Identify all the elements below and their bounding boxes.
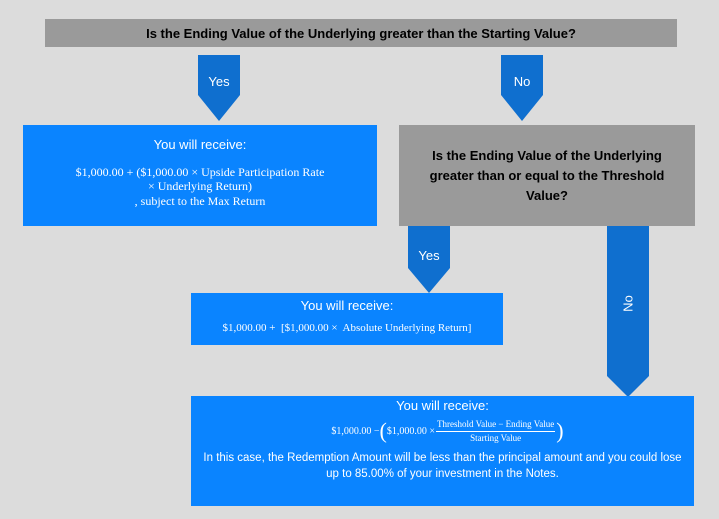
fraction-numerator: Threshold Value − Ending Value	[436, 419, 555, 432]
payout-box-absolute-formula: $1,000.00 + [$1,000.00 × Absolute Underlying Return]	[222, 322, 472, 334]
formula-inner: $1,000.00 ×	[386, 425, 436, 437]
formula-fraction	[436, 419, 555, 444]
top-question-text: Is the Ending Value of the Underlying greater than the Starting Value?	[146, 25, 576, 41]
arrow-no-right-label: No	[620, 295, 636, 312]
arrow-no-top-label: No	[513, 74, 531, 89]
second-question-box	[399, 125, 695, 226]
right-paren: )	[556, 418, 564, 443]
arrow-yes-top-label: Yes	[208, 74, 230, 89]
payout-box-upside-line1: $1,000.00 + ($1,000.00 × Upside Participation Rate	[75, 165, 325, 179]
payout-box-upside-line3: , subject to the Max Return	[134, 194, 266, 208]
payout-box-downside-formula	[331, 418, 563, 444]
left-paren: (	[379, 418, 387, 443]
payout-box-absolute	[191, 293, 503, 345]
payout-box-downside-title: You will receive:	[396, 398, 489, 413]
payout-box-upside-line2: × Underlying Return)	[147, 179, 253, 193]
second-question-text: Is the Ending Value of the Underlying greater than or equal to the Threshold Value?	[429, 147, 665, 203]
arrow-yes-mid-label: Yes	[418, 248, 440, 263]
top-question-box	[45, 19, 677, 47]
payout-box-downside-note: In this case, the Redemption Amount will be less than the principal amount and you could lose up to 85.00% of your investment in the Notes.	[203, 452, 682, 480]
fraction-denominator: Starting Value	[470, 432, 522, 443]
payout-box-upside	[23, 125, 377, 226]
payout-box-downside	[191, 396, 694, 506]
formula-prefix: $1,000.00 −	[331, 425, 380, 437]
payout-box-absolute-title: You will receive:	[300, 298, 394, 313]
payout-box-upside-title: You will receive:	[153, 137, 247, 152]
